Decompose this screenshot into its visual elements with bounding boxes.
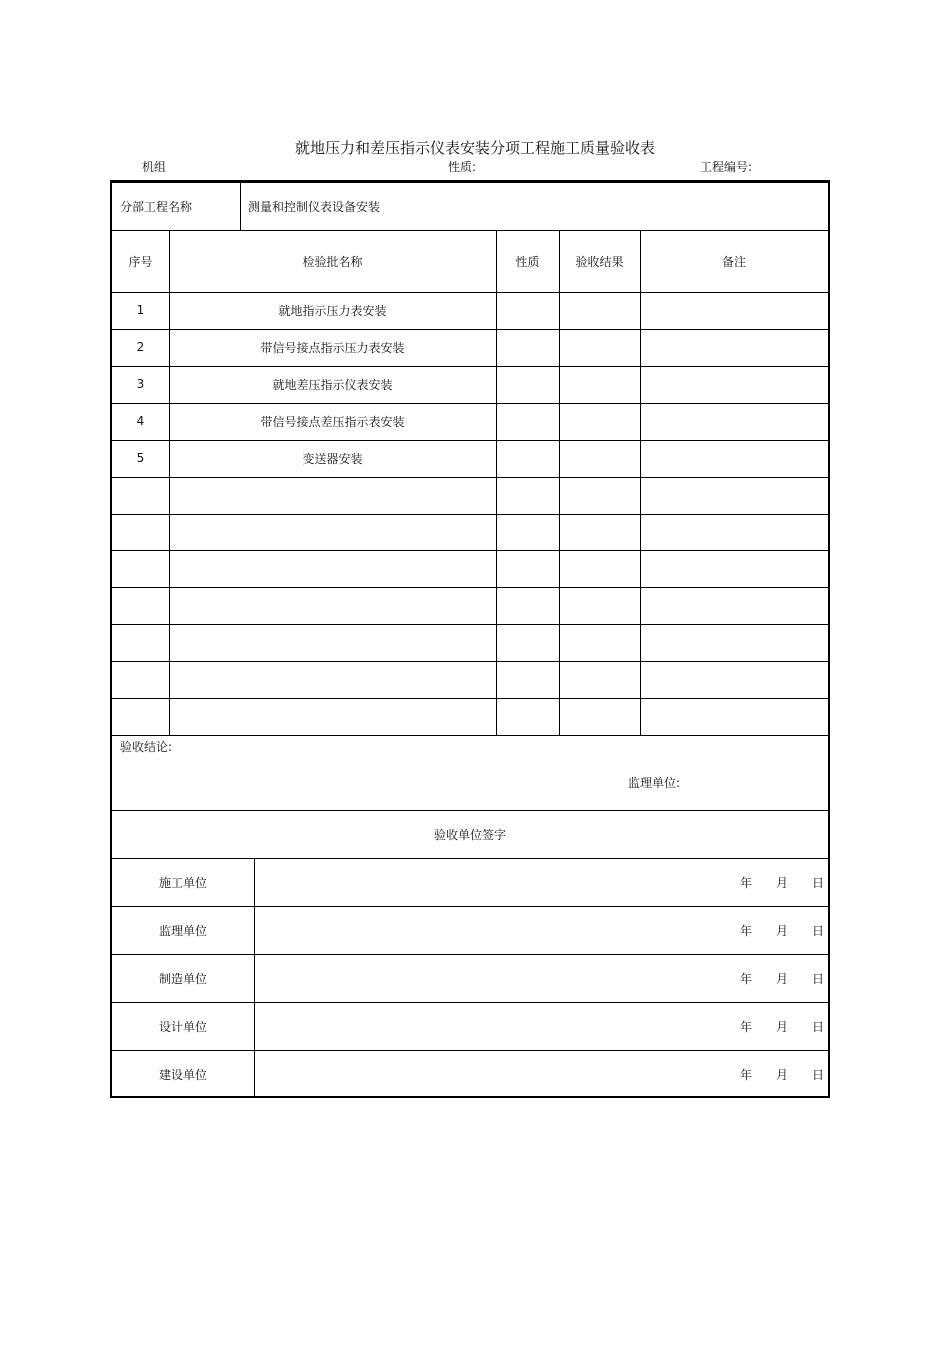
signature-unit-label: 设计单位 [158,1019,207,1034]
column-divider [496,230,497,735]
signature-heading: 验收单位签字 [433,827,506,842]
signature-column-divider [254,858,255,1098]
supervisor-label: 监理单位: [628,775,681,790]
date-month-label: 月 [776,1068,789,1082]
table-row-number: 3 [136,377,145,392]
date-month-label: 月 [776,876,789,890]
inspection-form-table [110,180,830,1098]
date-day-label: 日 [812,1068,825,1082]
date-year-label: 年 [740,1068,753,1082]
conclusion-label: 验收结论: [120,739,173,754]
date-year-label: 年 [740,876,753,890]
signature-unit-label: 施工单位 [158,875,207,890]
table-row-number: 2 [136,340,145,355]
column-header-result: 验收结果 [575,254,624,269]
table-row-number [112,624,169,661]
table-row-name: 就地指示压力表安装 [278,303,387,318]
signature-unit-label: 建设单位 [158,1067,207,1082]
table-row-name [169,514,496,551]
table-row-name: 就地差压指示仪表安装 [272,377,393,392]
table-row-name: 带信号接点指示压力表安装 [260,340,405,355]
date-month-label: 月 [776,972,789,986]
column-divider [559,230,560,735]
table-row-number: 4 [136,414,145,429]
table-row-name [169,624,496,661]
date-month-label: 月 [776,1020,789,1034]
column-divider [640,230,641,735]
table-row-name [169,477,496,514]
table-row-name [169,587,496,624]
table-row-number [112,514,169,551]
table-row-number [112,550,169,587]
table-row-number [112,698,169,735]
column-header-remark: 备注 [721,254,746,269]
table-row-divider [112,735,828,736]
table-row-number [112,587,169,624]
signature-unit-label: 监理单位 [158,923,207,938]
column-header-name: 检验批名称 [302,254,363,269]
nature-label: 性质: [448,160,477,174]
unit-label: 机组 [142,160,167,174]
date-day-label: 日 [812,924,825,938]
table-row-name: 变送器安装 [302,451,363,466]
table-row-number: 1 [136,303,145,318]
column-header-no: 序号 [128,254,153,269]
date-day-label: 日 [812,972,825,986]
division-label: 分部工程名称 [120,200,193,214]
column-header-nature: 性质 [515,254,540,269]
table-row-name: 带信号接点差压指示表安装 [260,414,405,429]
date-day-label: 日 [812,1020,825,1034]
table-row-number [112,661,169,698]
table-row-name [169,661,496,698]
table-row-name [169,698,496,735]
date-year-label: 年 [740,1020,753,1034]
date-year-label: 年 [740,924,753,938]
signature-unit-label: 制造单位 [158,971,207,986]
table-row-number: 5 [136,451,145,466]
date-year-label: 年 [740,972,753,986]
date-month-label: 月 [776,924,789,938]
date-day-label: 日 [812,876,825,890]
project-number-label: 工程编号: [700,160,753,174]
form-title: 就地压力和差压指示仪表安装分项工程施工质量验收表 [294,139,655,157]
table-row-name [169,550,496,587]
division-value: 测量和控制仪表设备安装 [248,200,381,214]
table-row-number [112,477,169,514]
